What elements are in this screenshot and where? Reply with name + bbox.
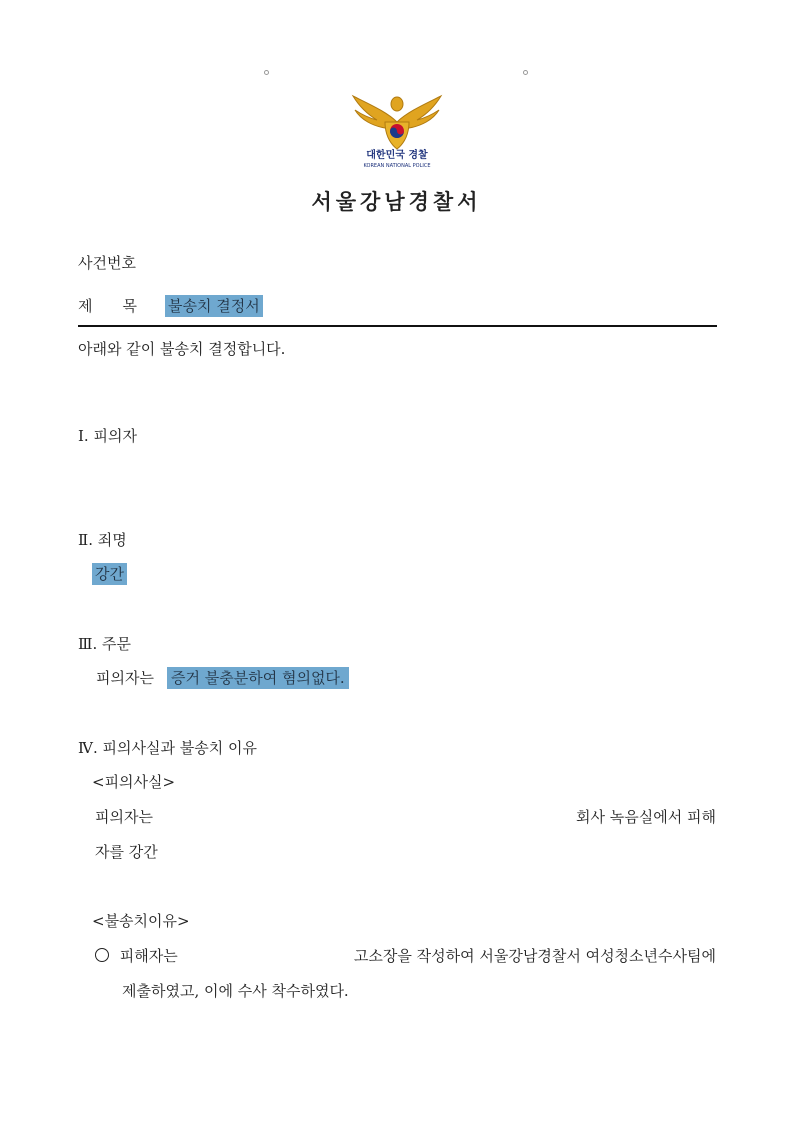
- subject-label: 제 목: [78, 297, 137, 315]
- facts-line2: 자를 강간: [95, 843, 158, 861]
- subject-value: 불송치 결정서: [165, 295, 263, 317]
- header-mark-right: [523, 70, 528, 75]
- reason-line2: 제출하였고, 이에 수사 착수하였다.: [122, 982, 349, 1000]
- reason-line1-start: 피해자는: [119, 947, 178, 965]
- police-logo: [347, 92, 447, 172]
- reason-label: <불송치이유>: [92, 912, 190, 930]
- case-number-label: 사건번호: [78, 254, 136, 272]
- section-2-heading: Ⅱ. 죄명: [78, 531, 127, 549]
- eagle-emblem-icon: [347, 92, 447, 152]
- facts-line1-left: 피의자는: [95, 808, 153, 826]
- header-divider: [78, 325, 717, 327]
- logo-name-ko: 대한민국 경찰: [366, 150, 428, 161]
- disposition-prefix: 피의자는: [96, 669, 154, 687]
- disposition-value: 증거 불충분하여 혐의없다.: [167, 667, 349, 689]
- bullet-circle-icon: [95, 948, 109, 962]
- section-4-heading: Ⅳ. 피의사실과 불송치 이유: [78, 739, 257, 757]
- page-title: 서울강남경찰서: [311, 190, 482, 214]
- section-1-heading: Ⅰ. 피의자: [78, 427, 137, 445]
- intro-text: 아래와 같이 불송치 결정합니다.: [78, 340, 286, 358]
- facts-label: <피의사실>: [92, 773, 176, 791]
- reason-line1-end: 고소장을 작성하여 서울강남경찰서 여성청소년수사팀에: [353, 947, 716, 965]
- reason-line1: [95, 946, 178, 966]
- logo-name-en: KOREAN NATIONAL POLICE: [363, 163, 431, 169]
- facts-line1-right: 회사 녹음실에서 피해: [576, 808, 716, 826]
- header-mark-left: [264, 70, 269, 75]
- offense-value: 강간: [92, 563, 127, 585]
- section-3-heading: Ⅲ. 주문: [78, 635, 131, 653]
